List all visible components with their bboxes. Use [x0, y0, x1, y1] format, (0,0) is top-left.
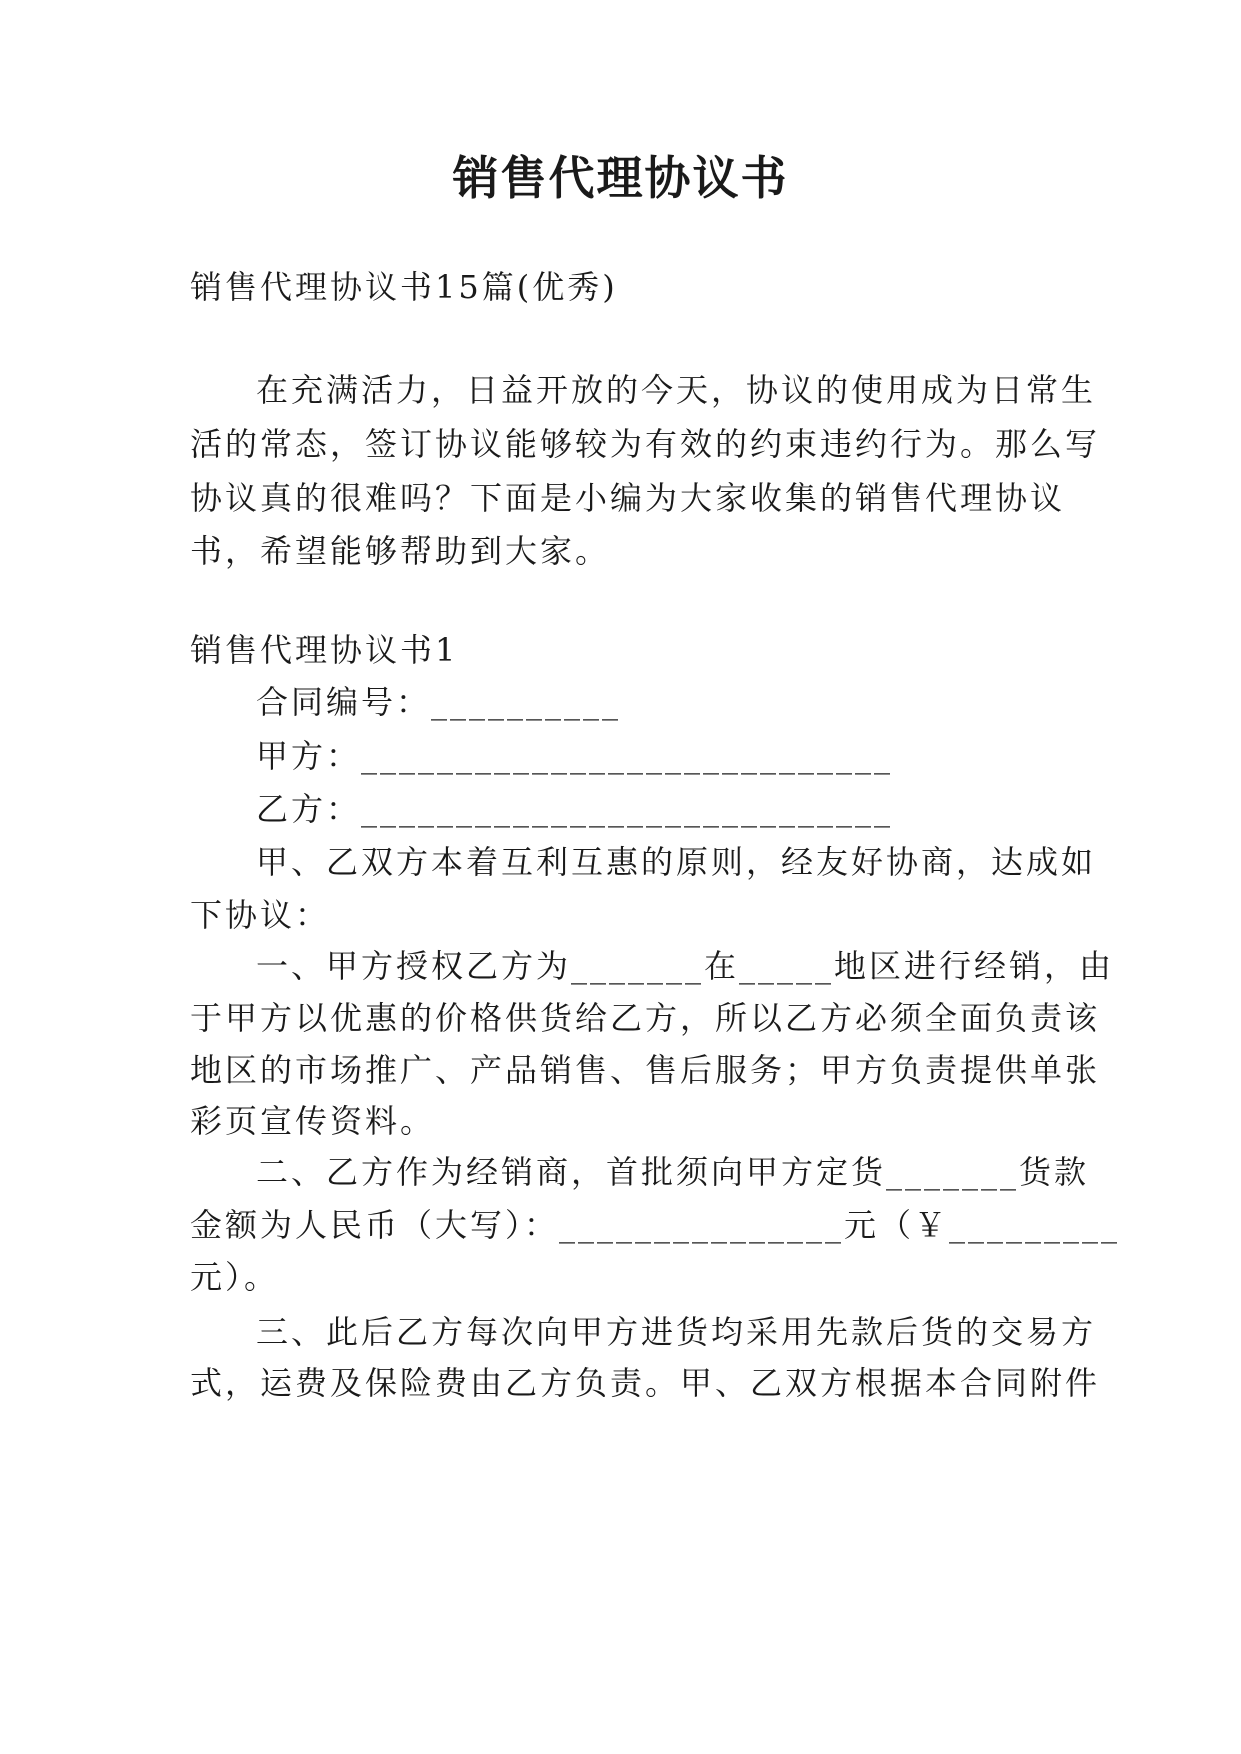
intro-line: 书，希望能够帮助到大家。 — [190, 532, 611, 570]
body-line: 下协议： — [190, 896, 331, 934]
body-line: 三、此后乙方每次向甲方进货均采用先款后货的交易方 — [256, 1313, 1097, 1351]
party-b-field: 乙方：____________________________ — [256, 790, 894, 828]
intro-line: 在充满活力，日益开放的今天，协议的使用成为日常生 — [256, 371, 1097, 409]
body-line: 元）。 — [190, 1258, 280, 1296]
body-line: 彩页宣传资料。 — [190, 1102, 436, 1140]
party-a-field: 甲方：____________________________ — [256, 737, 894, 775]
document-subtitle: 销售代理协议书15篇(优秀) — [190, 268, 618, 306]
body-line: 式，运费及保险费由乙方负责。甲、乙双方根据本合同附件 — [190, 1364, 1101, 1402]
body-line: 二、乙方作为经销商，首批须向甲方定货_______货款 — [256, 1153, 1090, 1191]
document-title: 销售代理协议书 — [452, 151, 789, 205]
intro-line: 活的常态，签订协议能够较为有效的约束违约行为。那么写 — [190, 425, 1101, 463]
body-line: 地区的市场推广、产品销售、售后服务；甲方负责提供单张 — [190, 1051, 1101, 1089]
section-heading: 销售代理协议书1 — [190, 631, 459, 669]
body-line: 甲、乙双方本着互利互惠的原则，经友好协商，达成如 — [256, 843, 1097, 881]
body-line: 金额为人民币（大写）：_______________元（￥_________ — [190, 1206, 1121, 1244]
body-line: 一、甲方授权乙方为_______在_____地区进行经销，由 — [256, 947, 1115, 985]
body-line: 于甲方以优惠的价格供货给乙方，所以乙方必须全面负责该 — [190, 999, 1101, 1037]
intro-line: 协议真的很难吗？下面是小编为大家收集的销售代理协议 — [190, 479, 1066, 517]
contract-number-field: 合同编号：__________ — [256, 683, 622, 721]
